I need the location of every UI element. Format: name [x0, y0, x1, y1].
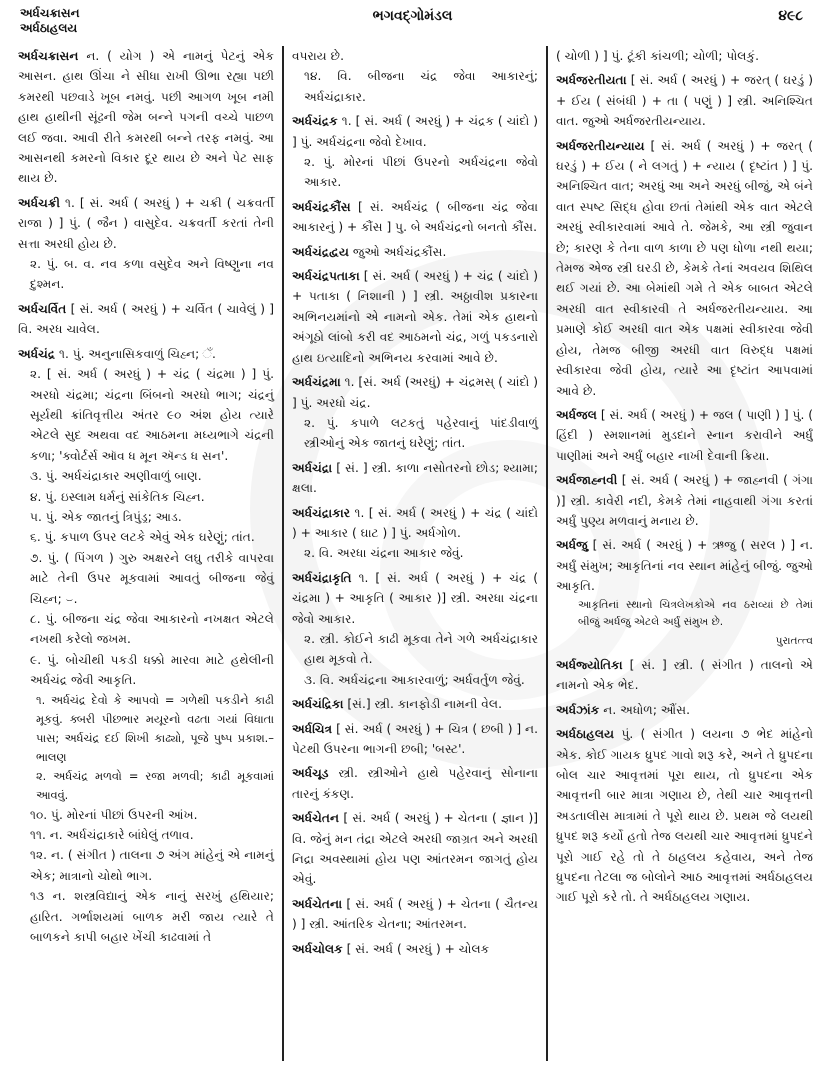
entry-headword: અર્ધજરતીયન્યાય	[556, 138, 645, 153]
dictionary-entry	[292, 763, 538, 804]
entry-definition: ૧. [સં. અર્ધ (અરધું) + ચંદ્રમસ્ ( ચાંદો ) ] પું. અરધો ચંદ્ર.	[292, 375, 538, 410]
dictionary-entry	[292, 808, 538, 890]
entry-sense: ૧૧. ન. અર્ધચંદ્રાકારે બાંધેલું તળાવ.	[30, 828, 194, 842]
entry-definition: ૧. [ સં. અર્ધ ( અરધું ) + ચંદ્રક ( ચાંદો ) ] પું. અર્ધચંદ્રના જેવો દેખાવ.	[292, 114, 538, 149]
entry-definition: [ સં. અર્ધચંદ્ર ( બીજના ચંદ્ર જેવા આકારનું ) + કૌંસ ] પુ. બે અર્ધચંદ્રનો બનતો કૌંસ.	[292, 199, 538, 235]
entry-headword: અર્ધચેતન	[292, 811, 340, 826]
dictionary-entry	[292, 939, 538, 959]
entry-headword: અર્ધચંદ્રદ્વય	[292, 244, 350, 259]
entry-sense: ૧૪. વિ. બીજના ચંદ્ર જેવા આકારનું; અર્ધચંદ્રાકાર.	[304, 69, 538, 104]
entry-definition: [ સં. અર્ધ ( અરધું ) + જરત્ ( ઘરડું ) + ઈય ( ને લગતું ) + ન્યાય ( દૃષ્ટાંત ) ] પું. અનિશ્ચિત વાત; અરધું આ અને અરધું બીજું, એ બંને વાત સ્પષ્ટ સિદ્ધ હોવા છતાં તેમાંથી એક વાત એટલે અરધું સ્વીકારવામાં આવે તે. જેમકે, આ સ્ત્રી જુવાન છે; કારણ કે તેના વાળ કાળા છે પણ ધોળા નથી થયા; તેમજ એજ સ્ત્રી ઘરડી છે, કેમકે તેનાં અવયવ શિથિલ થઈ ગયાં છે. આ બેમાંથી ગમે તે એક બાબત એટલે અરધી વાત સ્વીકારવી તે અર્ધજરતીયન્યાય. આ પ્રમાણે કોઈ અરધી વાત એક પક્ષમાં સ્વીકારવા જેવી હોય, તેમજ બીજી અરધી વાત વિરુદ્ધ પક્ષમાં સ્વીકારવા જેવી હોય, ત્યારે આ દૃષ્ટાંત આપવામાં આવે છે.	[556, 138, 813, 398]
dictionary-entry	[556, 655, 813, 696]
quotation-source: પુરાતત્ત્વ	[775, 634, 813, 647]
entry-sense: ૬. પું. કપાળ ઉપર લટકે એવું એક ઘરેણું; તાંત.	[30, 530, 255, 545]
entry-definition: જુઓ અર્ધચંદ્રકૌંસ.	[352, 244, 447, 259]
entry-headword: અર્ધઠાહલય	[556, 727, 615, 742]
entry-sense: ૩. પું. અર્ધચંદ્રાકાર અણીવાળું બાણ.	[30, 469, 202, 484]
entry-sense: ૨. પું. કપાળે લટકતું પહેરવાનું પાંદડીવાળું સ્ત્રીઓનું એક જાતનું ઘરેણું; તાંત.	[304, 415, 538, 451]
dictionary-entry	[292, 694, 538, 714]
entry-sense: ૮. પું. બીજના ચંદ્ર જેવા આકારનો નખક્ષત એટલે નખથી કરેલો જખમ.	[30, 611, 274, 647]
entry-headword: અર્ધચંદ્રક	[292, 114, 338, 129]
entry-definition: [ સં. અર્ધ ( અરધું ) + જલ ( પાણી ) ] પું. ( હિંદી ) સ્મશાનમાં મુડદાને સ્નાન કરાવીને અર્ધું પાણીમાં અને અર્ધું બહાર નાખી દેવાની ક્રિયા.	[556, 407, 813, 463]
entry-quotation: ૨. અર્ધચંદ્ર મળવો = રજા મળવી; કાઢી મૂકવામાં આવવું.	[36, 768, 274, 802]
entry-headword: અર્ધચર્વિત	[18, 301, 67, 316]
entry-headword: અર્ધજુ	[556, 538, 588, 553]
dictionary-entry	[18, 344, 274, 948]
dictionary-entry	[292, 372, 538, 454]
entry-definition: પું. ( સંગીત ) લયના ૭ ભેદ માંહેનો એક. કોઈ ગાયક ધ્રુપદ ગાવો શરૂ કરે, અને તે ધ્રુપદના બોલ ચાર આવૃત્તમાં પૂરા થાય, તો ધ્રુપદના એક આવૃત્તની બાર માત્રા ગણાય છે, તેથી ચાર આવૃત્તની અડતાલીસ માત્રામાં તે પૂરો થાય છે. પ્રથમ જે લયથી ધ્રુપદ શરૂ કર્યો હતો તેજ લયથી ચાર આવૃત્તમાં ધ્રુપદને પૂરો ગાઈ રહે તો તે ઠાહલય કહેવાય, અને તેજ ધ્રુપદના તેટલા જ બોલોને આઠ આવૃત્તમાં અર્ધઠાહલય ગાઈ પૂરો કરે તો. તે અર્ધઠાહલય ગણાય.	[556, 727, 813, 905]
entry-sense: ૭. પું. ( પિંગળ ) ગુરુ અક્ષરને લઘુ તરીકે વાપરવા માટે તેની ઉપર મૂકવામાં આવતું બીજના જેવું ચિહ્ન; ⌣.	[30, 550, 274, 606]
dictionary-entry	[556, 700, 813, 720]
entry-headword: અર્ધચંદ્રાકૃતિ	[292, 570, 352, 585]
entry-definition: [ સં. અર્ધ ( અરધું ) + જાહ્નવી ( ગંગા )] સ્ત્રી. કાવેરી નદી, કેમકે તેમાં નાહવાથી ગંગા કરતાં અર્ધું પુણ્ય મળવાનું મનાય છે.	[556, 473, 813, 528]
page-number: ૪૯૮	[778, 8, 803, 24]
dictionary-entry	[18, 299, 274, 340]
entry-headword: અર્ધજ્યોતિકા	[556, 657, 623, 672]
dictionary-entry	[556, 405, 813, 466]
entry-definition: વપરાય છે.	[292, 49, 344, 63]
entry-sense: ૫. પું. એક જાતનું ત્રિપુંડ્ર; આડ.	[30, 509, 182, 524]
column-2	[282, 46, 548, 1061]
entry-definition: [ સં. અર્ધ ( અરધું ) + ઋજુ ( સરલ ) ] ન. અર્ધું સંમુખ; આકૃતિનાં નવ સ્થાન માંહેનું બીજું. જુઓ આકૃતિ.	[556, 538, 813, 594]
entry-sense: ૪. પું. ઇસ્લામ ધર્મનું સાંકેતિક ચિહ્ન.	[30, 489, 205, 504]
entry-definition: ૧. [ સં. અર્ધ ( અરધું ) + ચક્રી ( ચક્રવર્તી રાજા ) ] પું. ( જૈન ) વાસુદેવ. ચક્રવર્તી કરતાં તેની સત્તા અરધી હોય છે.	[18, 195, 274, 251]
entry-headword: અર્ધચંદ્રમા	[292, 375, 341, 390]
column-3	[548, 46, 813, 1061]
entry-definition: ન. ( યોગ ) એ નામનું પેટનું એક આસન. હાથ ઊંચા ને સીધા રાખી ઊભા રહ્યા પછી કમરથી પછવાડે ખૂબ નમવું. પછી આગળ ખૂબ નમી હાથ હાથીની સૂંઢની જેમ બન્ને પગની વચ્ચે પાછળ લઈ જવા. આવી રીતે કમરથી બન્ને તરફ નમવું. આ આસનથી કમરનો વિકાર દૂર થાય છે અને પેટ સાફ થાય છે.	[18, 49, 274, 186]
dictionary-entry	[18, 193, 274, 295]
entry-definition: [ સં. અર્ધ ( અરધું ) + ચેતના ( જ્ઞાન )] વિ. જેનું મન તંદ્રા એટલે અરધી જાગ્રત અને અરધી નિદ્રા અવસ્થામાં હોય પણ આંતરમન જાગતું હોય એવું.	[292, 811, 539, 887]
entry-definition: ૧. [ સં. અર્ધ ( અરધું ) + ચંદ્ર ( ચાંદો ) + આકાર ( ઘાટ ) ] પું. અર્ધગોળ.	[292, 505, 538, 540]
entry-sense: ૧૦. પું. મોરનાં પીછાં ઉપરની આંખ.	[30, 807, 198, 822]
entry-headword: અર્ધચિત્ર	[292, 721, 333, 736]
guide-word-last: અર્ધઠાહલય	[20, 21, 78, 35]
dictionary-entry	[292, 568, 538, 690]
entry-headword: અર્ધચંદ્રકૌંસ	[292, 199, 351, 214]
dictionary-entry	[18, 46, 274, 189]
entry-headword: અર્ધચેતના	[292, 896, 343, 911]
entry-headword: અર્ધચંદ્ર	[18, 346, 56, 361]
dictionary-columns	[18, 46, 813, 1061]
dictionary-entry	[292, 503, 538, 564]
guide-word-first: અર્ધચક્રાસન	[20, 6, 80, 20]
entry-sense: ૧૩ ન. શસ્ત્રવિદ્યાનું એક નાનું સરખું હથિયાર; હારિત. ગર્ભાશયમાં બાળક મરી જાય ત્યારે તે બાળકને કાપી બહાર ખેંચી કાઢવામાં તે	[30, 889, 274, 945]
entry-definition: [ સં. અર્ધ ( અરધું ) + ચેતના ( ચૈતન્ય ) ] સ્ત્રી. આંતરિક ચેતના; આંતરમન.	[292, 896, 538, 932]
entry-headword: અર્ધચંદ્રાકાર	[292, 505, 351, 520]
entry-sense: ૯. પું. બોચીથી પકડી ધક્કો મારવા માટે હથેલીની અર્ધચંદ્ર જેવી આકૃતિ.	[30, 652, 274, 688]
entry-sense: ૨. સ્ત્રી. કોઈને કાઢી મૂકવા તેને ગળે અર્ધચંદ્રાકાર હાથ મૂકવો તે.	[304, 631, 538, 667]
entry-headword: અર્ધચોલક	[292, 941, 343, 956]
entry-definition: [સં.] સ્ત્રી. કાનફોડી નામની વેલ.	[347, 697, 502, 712]
entry-sense: ૨. વિ. અરધા ચંદ્રના આકાર જેવું.	[304, 546, 464, 561]
dictionary-entry	[292, 266, 538, 368]
dictionary-entry	[556, 136, 813, 401]
entry-headword: અર્ધચંદ્રા	[292, 460, 333, 475]
entry-definition: [ સં. અર્ધ ( અરધું ) + ચર્વિત ( ચાવેલું ) ] વિ. અરધ ચાવેલ.	[18, 301, 274, 337]
entry-headword: અર્ધજાહ્નવી	[556, 473, 618, 488]
entry-headword: અર્ધચૂડ	[292, 766, 329, 781]
dictionary-entry	[292, 242, 538, 262]
dictionary-entry	[556, 46, 813, 66]
entry-definition: [ સં. અર્ધ ( અરધું ) + ચિત્ર ( છબી ) ] ન. પેટથી ઉપરના ભાગની છબી; 'બસ્ટ'.	[292, 721, 539, 756]
dictionary-entry	[292, 894, 538, 935]
dictionary-entry	[556, 724, 813, 908]
entry-headword: અર્ધચંદ્રપતાકા	[292, 269, 360, 284]
entry-definition: [ સં. અર્ધ ( અરધું ) + ચંદ્ર ( ચાંદો ) + પતાકા ( નિશાની ) ] સ્ત્રી. અઠ્ઠાવીશ પ્રકારના અભિનયમાંનો એ નામનો એક. તેમાં એક હાથનો અંગૂઠો લાંબો કરી વદ આઠમનો ચંદ્ર, ગળું પકડનારો હાથ ઇત્યાદિનો અભિનય કરવામાં આવે છે.	[292, 269, 539, 365]
entry-quotation: આકૃતિનાં સ્થાનો ચિત્રલેખકોએ નવ ઠરાવ્યાં છે તેમાં બીજું અર્ધજુ એટલે અર્ધું સંમુખ છે.	[578, 598, 813, 628]
entry-definition: [ સં. ] સ્ત્રી. કાળા નસોતરનો છોડ; શ્યામા; ક્ષલા.	[292, 460, 538, 496]
column-1	[18, 46, 282, 1061]
entry-headword: અર્ધજરતીયતા	[556, 73, 627, 88]
entry-headword: અર્ધચક્રી	[18, 195, 61, 210]
entry-headword: અર્ધજલ	[556, 407, 597, 422]
entry-definition: ( ચોળી ) ] પું. ટૂંકી કાંચળી; ચોળી; પોલકું.	[556, 49, 759, 63]
entry-headword: અર્ધચંદ્રિકા	[292, 697, 344, 712]
dictionary-entry	[556, 470, 813, 531]
entry-sense: ૩. વિ. અર્ધચંદ્રના આકારવાળું; અર્ધવર્તુળ જેવું.	[304, 672, 525, 687]
entry-headword: અર્ધચક્રાસન	[18, 49, 79, 63]
entry-sense: ૨. પું. મોરનાં પીછાં ઉપરનો અર્ધચંદ્રના જેવો આકાર.	[304, 155, 538, 190]
entry-definition: [ સં. અર્ધ ( અરધું ) + જરત્ ( ઘરડું ) + ઈય ( સંબંધી ) + તા ( પણું ) ] સ્ત્રી. અનિશ્ચિત વાત. જુઓ અર્ધજરતીયન્યાય.	[556, 73, 813, 129]
entry-definition: ન. અધોળ; ઔંસ.	[603, 702, 691, 717]
entry-headword: અર્ધઝાંક	[556, 702, 600, 717]
page-header	[0, 0, 825, 42]
dictionary-entry	[292, 458, 538, 499]
entry-definition: સ્ત્રી. સ્ત્રીઓને હાથે પહેરવાનું સોનાના તારનું કંકણ.	[292, 766, 538, 801]
entry-sense: ૨. [ સં. અર્ધ ( અરધું ) + ચંદ્ર ( ચંદ્રમા ) ] પું. અરધો ચંદ્રમા; ચંદ્રના બિંબનો અરધો ભાગ; ચંદ્રનું સૂર્યથી ક્રાંતિવૃત્તીય અંતર ૯૦ અંશ હોય ત્યારે એટલે સુદ અથવા વદ આઠમના મધ્યભાગે ચંદ્રની કળા; 'ક્વોર્ટર્સ ઑવ ધ મૂન ઍન્ડ ધ સન'.	[30, 367, 274, 463]
dictionary-entry	[556, 70, 813, 131]
page-title: ભગવદ્ગોમંડલ	[372, 8, 453, 24]
dictionary-entry	[556, 535, 813, 651]
dictionary-entry	[292, 197, 538, 238]
entry-definition: ૧. પું. અનુનાસિકવાળું ચિહ્ન; ઁ.	[59, 346, 216, 361]
entry-sense: ૧૨. ન. ( સંગીત ) તાલના ૭ અંગ માંહેનું એ નામનું એક; માત્રાનો ચોથો ભાગ.	[30, 848, 274, 883]
dictionary-entry	[292, 719, 538, 760]
dictionary-entry	[292, 46, 538, 107]
entry-definition: [ સં. ] સ્ત્રી. ( સંગીત ) તાલનો એ નામનો એક ભેદ.	[556, 657, 813, 693]
entry-definition: ૧. [ સં. અર્ધ ( અરધું ) + ચંદ્ર ( ચંદ્રમા ) + આકૃતિ ( આકાર )] સ્ત્રી. અરધા ચંદ્રના જેવો આકાર.	[292, 570, 539, 626]
entry-quotation: ૧. અર્ધચંદ્ર દેવો કે આપવો = ગળેથી પકડીને કાઢી મૂકવું. ક્બરી પીછભાર મયૂરનો વઢતા ગયાં વિધાતા પાસ; અર્ધચંદ્ર દઈ શિખી કાઢ્યો, પૂજે પુષ્પ પ્રકાશ.–ભાલણ	[36, 692, 274, 764]
dictionary-entry	[292, 111, 538, 193]
entry-sense: ૨. પું. બ. વ. નવ કળા વસુદેવ અને વિષ્ણુના નવ દુશ્મન.	[30, 257, 274, 292]
entry-definition: [ સં. અર્ધ ( અરધું ) + ચોલક	[346, 941, 490, 956]
